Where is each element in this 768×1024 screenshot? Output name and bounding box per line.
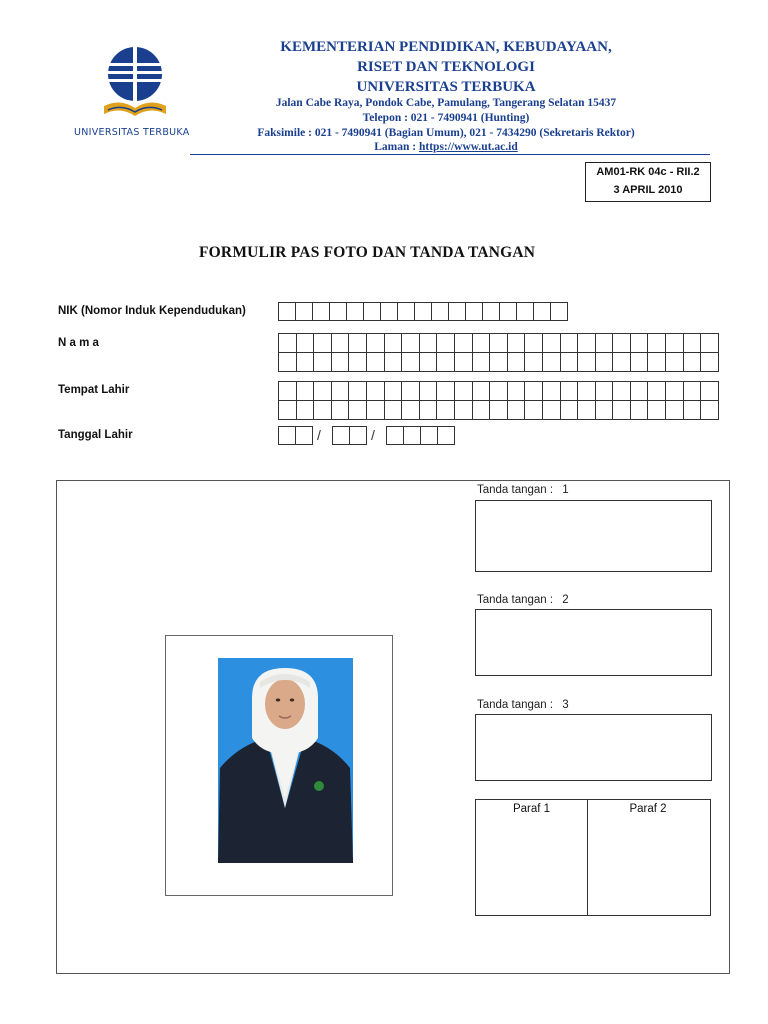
signature-2-label: [477, 594, 569, 606]
document-code: AM01-RK 04c - RII.2: [596, 166, 700, 178]
signature-2-text: Tanda tangan :: [477, 594, 554, 606]
signature-3-box[interactable]: [475, 714, 712, 781]
fax-line: Faksimile : 021 - 7490941 (Bagian Umum), 021 - 7434290 (Sekretaris Rektor): [257, 127, 635, 139]
birthdate-label: Tanggal Lahir: [58, 429, 133, 441]
birthplace-label: Tempat Lahir: [58, 384, 130, 396]
university-name: UNIVERSITAS TERBUKA: [356, 79, 536, 95]
website-link[interactable]: https://www.ut.ac.id: [419, 141, 518, 153]
signature-1-label: [477, 484, 569, 496]
name-input-grid[interactable]: [278, 333, 719, 372]
paraf-2-label: Paraf 2: [629, 803, 667, 815]
signature-3-text: Tanda tangan :: [477, 699, 554, 711]
signature-3-number: 3: [562, 699, 569, 711]
ministry-line-1: KEMENTERIAN PENDIDIKAN, KEBUDAYAAN,: [280, 39, 612, 55]
date-separator-1: /: [317, 427, 321, 443]
university-logo: [98, 42, 172, 128]
nik-input-grid[interactable]: [278, 302, 568, 321]
paraf-2-box[interactable]: [586, 799, 711, 916]
address-line: Jalan Cabe Raya, Pondok Cabe, Pamulang, Tangerang Selatan 15437: [275, 97, 617, 109]
birth-day-input[interactable]: [278, 426, 313, 445]
header-divider: [190, 154, 710, 155]
signature-1-text: Tanda tangan :: [477, 484, 554, 496]
document-date: 3 APRIL 2010: [613, 184, 683, 196]
form-title: FORMULIR PAS FOTO DAN TANDA TANGAN: [199, 244, 536, 261]
nik-label: NIK (Nomor Induk Kependudukan): [58, 305, 246, 317]
signature-2-box[interactable]: [475, 609, 712, 676]
website-line: [246, 141, 646, 153]
signature-3-label: [477, 699, 569, 711]
logo-caption: UNIVERSITAS TERBUKA: [74, 127, 190, 138]
name-label: N a m a: [58, 337, 99, 349]
birth-month-input[interactable]: [332, 426, 367, 445]
phone-line: Telepon : 021 - 7490941 (Hunting): [362, 112, 530, 124]
ministry-line-2: RISET DAN TEKNOLOGI: [357, 59, 535, 75]
birth-year-input[interactable]: [386, 426, 455, 445]
signature-1-box[interactable]: [475, 500, 712, 572]
date-separator-2: /: [371, 427, 375, 443]
document-code-box: [585, 162, 711, 202]
signature-2-number: 2: [562, 594, 569, 606]
passport-photo[interactable]: [218, 658, 353, 863]
website-prefix: Laman :: [374, 141, 419, 153]
birthplace-input-grid[interactable]: [278, 381, 719, 420]
paraf-1-label: Paraf 1: [512, 803, 551, 815]
paraf-1-box[interactable]: [475, 799, 588, 916]
signature-1-number: 1: [562, 484, 569, 496]
